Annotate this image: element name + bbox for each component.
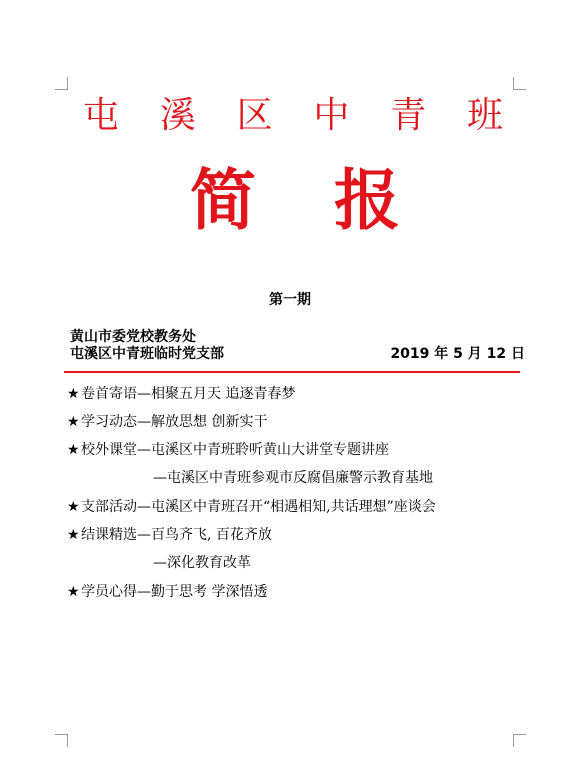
star-icon: ★ [67, 499, 80, 515]
title-char: 班 [466, 95, 503, 136]
star-icon: ★ [67, 527, 80, 543]
crop-mark-bottom-right [513, 734, 526, 747]
toc-item-text: 结课精选—百鸟齐飞, 百花齐放 [81, 527, 272, 543]
bulletin-char: 简 [190, 161, 256, 239]
issuer-line-1: 黄山市委党校教务处 [70, 329, 196, 345]
toc-item-continuation: —深化教育改革 [153, 555, 251, 571]
star-icon: ★ [67, 584, 80, 600]
star-icon: ★ [67, 414, 80, 430]
issue-date: 2019 年 5 月 12 日 [390, 346, 525, 362]
crop-mark-top-left [55, 77, 68, 90]
header-divider [64, 371, 520, 373]
toc-item-text: 学员心得—勤于思考 学深悟透 [81, 584, 268, 600]
toc-item [67, 441, 389, 459]
issuer-block [70, 329, 224, 363]
title-char: 溪 [159, 95, 196, 136]
title-char: 青 [390, 95, 427, 136]
toc-item-text: 支部活动—屯溪区中青班召开“相遇相知,共话理想”座谈会 [81, 499, 436, 515]
toc-item [67, 583, 267, 601]
toc-item [67, 413, 267, 431]
toc-item-continuation: —屯溪区中青班参观市反腐倡廉警示教育基地 [153, 470, 433, 486]
bulletin-char: 报 [334, 161, 400, 239]
bulletin-org-title [83, 96, 503, 136]
toc-item [67, 526, 272, 544]
crop-mark-top-right [513, 77, 526, 90]
toc-item [67, 385, 295, 403]
toc-item-text: 校外课堂—屯溪区中青班聆听黄山大讲堂专题讲座 [81, 442, 389, 458]
issue-number: 第一期 [269, 292, 311, 308]
toc-item [67, 498, 436, 516]
star-icon: ★ [67, 442, 80, 458]
title-char: 区 [236, 95, 273, 136]
issuer-line-2: 屯溪区中青班临时党支部 [70, 346, 224, 362]
star-icon: ★ [67, 386, 80, 402]
toc-item-text: 卷首寄语—相聚五月天 追逐青春梦 [81, 386, 296, 402]
title-char: 屯 [83, 95, 120, 136]
bulletin-title [190, 163, 400, 237]
toc-item-text: 学习动态—解放思想 创新实干 [81, 414, 268, 430]
title-char: 中 [313, 95, 350, 136]
crop-mark-bottom-left [55, 734, 68, 747]
